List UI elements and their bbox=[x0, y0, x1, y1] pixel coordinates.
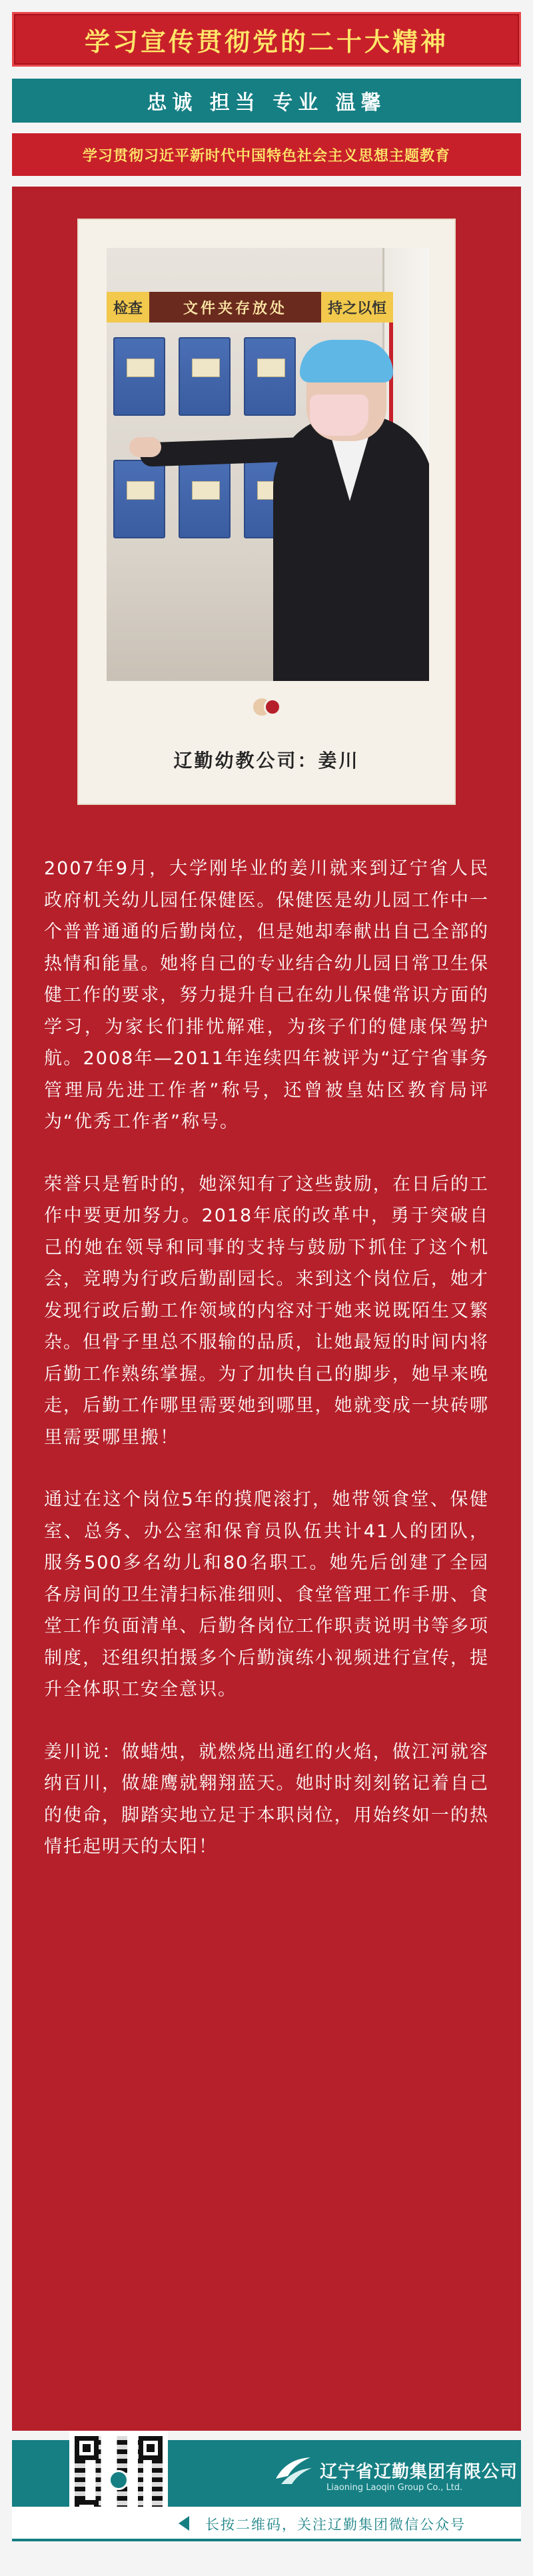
article-panel bbox=[12, 187, 521, 2431]
motto-banner: 忠诚 担当 专业 温馨 bbox=[12, 79, 521, 123]
company-name: 辽宁省辽勤集团有限公司 bbox=[320, 2461, 518, 2482]
page-title: 学习宣传贯彻党的二十大精神 bbox=[12, 12, 521, 67]
qr-center-logo-icon bbox=[109, 2470, 129, 2490]
sign-right-label: 持之以恒 bbox=[321, 292, 393, 322]
article-paragraph: 2007年9月，大学刚毕业的姜川就来到辽宁省人民政府机关幼儿园任保健医。保健医是幼儿园工作中一个普普通通的后勤岗位，但是她却奉献出自己全部的热情和能量。她将自己的专业结合幼儿园日常卫生保健工作的要求，努力提升自己在幼儿保健常识方面的学习，为家长们排忧解难，为孩子们的健康保驾护航。2008年—2011年连续四年被评为“辽宁省事务管理局先进工作者”称号，还曾被皇姑区教育局评为“优秀工作者”称号。 bbox=[44, 858, 489, 1132]
arrow-left-icon bbox=[179, 2516, 189, 2531]
folder-icon bbox=[113, 337, 165, 416]
follow-strip bbox=[12, 2507, 521, 2541]
company-name-en: Liaoning Laoqin Group Co., Ltd. bbox=[326, 2483, 463, 2493]
wall-sign bbox=[107, 292, 393, 322]
folder-icon bbox=[179, 337, 231, 416]
photo-card bbox=[77, 219, 456, 805]
folder-icon bbox=[113, 460, 165, 538]
article-paragraph: 通过在这个岗位5年的摸爬滚打，她带领食堂、保健室、总务、办公室和保育员队伍共计41人的团队，服务500多名幼儿和80名职工。她先后创建了全园各房间的卫生清扫标准细则、食堂管理工作手册、食堂工作负面清单、后勤各岗位工作职责说明书等多项制度，还组织拍摄多个后勤演练小视频进行宣传，提升全体职工安全意识。 bbox=[44, 1489, 489, 1700]
folder-icon bbox=[179, 460, 231, 538]
company-logo-icon bbox=[272, 2452, 314, 2488]
carousel-dots-icon bbox=[251, 698, 290, 717]
article-body bbox=[44, 853, 489, 1894]
photo-caption: 辽勤幼教公司：姜川 bbox=[173, 750, 360, 772]
folder-icon bbox=[244, 337, 296, 416]
profile-photo[interactable] bbox=[107, 248, 429, 681]
article-paragraph: 姜川说：做蜡烛，就燃烧出通红的火焰，做江河就容纳百川，做雄鹰就翱翔蓝天。她时时刻刻铭记着自己的使命，脚踏实地立足于本职岗位，用始终如一的热情托起明天的太阳！ bbox=[44, 1741, 489, 1857]
article-paragraph: 荣誉只是暂时的，她深知有了这些鼓励，在日后的工作中要更加努力。2018年底的改革中，勇于突破自己的她在领导和同事的支持与鼓励下抓住了这个机会，竞聘为行政后勤副园长。来到这个岗位后，她才发现行政后勤工作领域的内容对于她来说既陌生又繁杂。但骨子里总不服输的品质，让她最短的时间内将后勤工作熟练掌握。为了加快自己的脚步，她早来晚走，后勤工作哪里需要她到哪里，她就变成一块砖哪里需要哪里搬！ bbox=[44, 1173, 489, 1448]
follow-cta: 长按二维码，关注辽勤集团微信公众号 bbox=[205, 2517, 466, 2533]
theme-banner: 学习贯彻习近平新时代中国特色社会主义思想主题教育 bbox=[12, 133, 521, 176]
sign-left-label: 检查 bbox=[107, 292, 149, 322]
sign-center-label: 文件夹存放处 bbox=[183, 300, 287, 317]
